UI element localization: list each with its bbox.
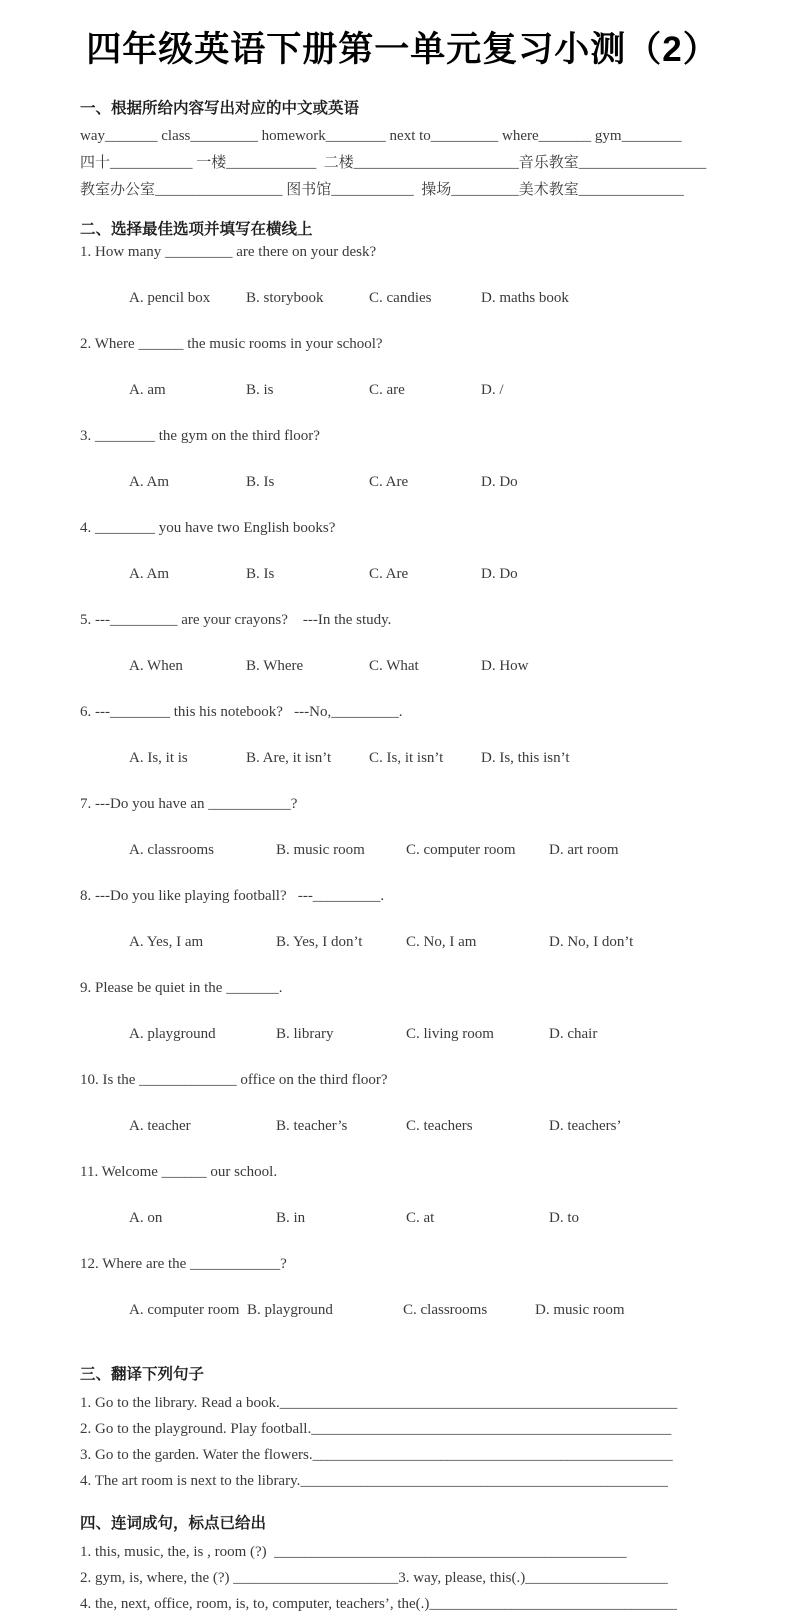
question-4-options <box>80 540 735 609</box>
question-8-text: 8. ---Do you like playing football? ---_________. <box>80 888 385 904</box>
section-vocabulary <box>80 98 735 204</box>
option-a: A. computer room <box>129 1302 240 1318</box>
option-a: A. Yes, I am <box>129 934 204 950</box>
option-b: B. storybook <box>246 290 324 306</box>
question-5-options <box>80 632 735 701</box>
translate-item-3: 3. Go to the garden. Water the flowers.________________________________________________ <box>80 1447 673 1463</box>
option-b: B. Where <box>246 658 304 674</box>
option-b: B. playground <box>247 1302 333 1318</box>
option-b: B. Is <box>246 474 275 490</box>
option-c: C. Are <box>369 474 409 490</box>
option-a: A. teacher <box>129 1118 191 1134</box>
option-d: D. Do <box>481 566 518 582</box>
option-d: D. maths book <box>481 290 569 306</box>
section2-heading: 二、选择最佳选项并填写在横线上 <box>80 221 313 238</box>
option-b: B. is <box>246 382 274 398</box>
question-8-options <box>80 908 735 977</box>
option-c: C. classrooms <box>403 1302 488 1318</box>
section1-heading: 一、根据所给内容写出对应的中文或英语 <box>80 100 360 117</box>
option-d: D. No, I don’t <box>549 934 634 950</box>
question-10 <box>80 1069 735 1161</box>
question-10-text: 10. Is the _____________ office on the third floor? <box>80 1072 388 1088</box>
question-12-text: 12. Where are the ____________? <box>80 1256 287 1272</box>
option-d: D. chair <box>549 1026 598 1042</box>
vocab-line-3: 教室办公室_________________ 图书馆___________ 操场_________美术教室______________ <box>80 182 684 198</box>
option-b: B. Yes, I don’t <box>276 934 363 950</box>
option-c: C. Is, it isn’t <box>369 750 444 766</box>
section-sentence-rearrange <box>80 1513 735 1617</box>
option-d: D. music room <box>535 1302 625 1318</box>
option-c: C. at <box>406 1210 435 1226</box>
question-5 <box>80 609 735 701</box>
rearrange-item-3: 3. way, please, this(.)___________________ <box>398 1570 668 1586</box>
option-b: B. Are, it isn’t <box>246 750 332 766</box>
question-7 <box>80 793 735 885</box>
option-b: B. in <box>276 1210 306 1226</box>
question-7-text: 7. ---Do you have an ___________? <box>80 796 298 812</box>
question-1 <box>80 241 735 333</box>
rearrange-item-2: 2. gym, is, where, the (?) ______________________ <box>80 1570 399 1586</box>
question-3-text: 3. ________ the gym on the third floor? <box>80 428 320 444</box>
question-10-options <box>80 1092 735 1161</box>
section-translation <box>80 1364 735 1494</box>
option-a: A. on <box>129 1210 163 1226</box>
question-6-text: 6. ---________ this his notebook? ---No,_________. <box>80 704 403 720</box>
question-3-options <box>80 448 735 517</box>
option-c: C. No, I am <box>406 934 477 950</box>
rearrange-item-1: 1. this, music, the, is , room (?) _______________________________________________ <box>80 1544 627 1560</box>
question-2 <box>80 333 735 425</box>
question-2-text: 2. Where ______ the music rooms in your school? <box>80 336 383 352</box>
question-2-options <box>80 356 735 425</box>
option-a: A. Am <box>129 566 170 582</box>
section3-heading: 三、翻译下列句子 <box>80 1366 205 1383</box>
rearrange-lines <box>80 1539 735 1617</box>
option-d: D. teachers’ <box>549 1118 622 1134</box>
question-11-options <box>80 1184 735 1253</box>
option-c: C. living room <box>406 1026 494 1042</box>
translate-item-2: 2. Go to the playground. Play football.________________________________________________ <box>80 1421 672 1437</box>
option-b: B. Is <box>246 566 275 582</box>
option-c: C. candies <box>369 290 432 306</box>
question-11-text: 11. Welcome ______ our school. <box>80 1164 278 1180</box>
option-b: B. music room <box>276 842 365 858</box>
question-1-text: 1. How many _________ are there on your desk? <box>80 244 377 260</box>
question-4 <box>80 517 735 609</box>
question-11 <box>80 1161 735 1253</box>
translation-lines <box>80 1390 735 1494</box>
question-6 <box>80 701 735 793</box>
option-c: C. teachers <box>406 1118 473 1134</box>
section-multiple-choice <box>80 219 735 1345</box>
option-b: B. teacher’s <box>276 1118 348 1134</box>
option-a: A. Am <box>129 474 170 490</box>
option-a: A. When <box>129 658 183 674</box>
rearrange-item-4: 4. the, next, office, room, is, to, computer, teachers’, the(.)_________________________________ <box>80 1596 677 1612</box>
option-a: A. classrooms <box>129 842 214 858</box>
rearrange-line-2 <box>80 1565 735 1591</box>
option-c: C. are <box>369 382 405 398</box>
question-9-text: 9. Please be quiet in the _______. <box>80 980 283 996</box>
option-d: D. How <box>481 658 529 674</box>
page-title: 四年级英语下册第一单元复习小测（2） <box>86 30 719 69</box>
vocab-line-2: 四十___________ 一楼____________ 二楼______________________音乐教室_________________ <box>80 155 707 171</box>
option-b: B. library <box>276 1026 334 1042</box>
option-c: C. Are <box>369 566 409 582</box>
question-9 <box>80 977 735 1069</box>
section4-heading: 四、连词成句，标点已给出 <box>80 1515 267 1532</box>
option-d: D. art room <box>549 842 619 858</box>
option-d: D. to <box>549 1210 579 1226</box>
option-a: A. Is, it is <box>129 750 188 766</box>
question-7-options <box>80 816 735 885</box>
question-12-options <box>80 1276 735 1345</box>
option-d: D. Is, this isn’t <box>481 750 570 766</box>
question-4-text: 4. ________ you have two English books? <box>80 520 336 536</box>
option-d: D. / <box>481 382 504 398</box>
question-3 <box>80 425 735 517</box>
question-5-text: 5. ---_________ are your crayons? ---In the study. <box>80 612 392 628</box>
option-a: A. pencil box <box>129 290 211 306</box>
option-c: C. What <box>369 658 419 674</box>
vocab-lines <box>80 123 735 204</box>
question-9-options <box>80 1000 735 1069</box>
translate-item-4: 4. The art room is next to the library._________________________________________________ <box>80 1473 668 1489</box>
question-6-options <box>80 724 735 793</box>
question-12 <box>80 1253 735 1345</box>
option-a: A. playground <box>129 1026 216 1042</box>
translate-item-1: 1. Go to the library. Read a book._____________________________________________________ <box>80 1395 678 1411</box>
question-1-options <box>80 264 735 333</box>
vocab-line-1: way_______ class_________ homework________ next to_________ where_______ gym________ <box>80 128 682 144</box>
question-8 <box>80 885 735 977</box>
option-a: A. am <box>129 382 166 398</box>
option-d: D. Do <box>481 474 518 490</box>
option-c: C. computer room <box>406 842 516 858</box>
